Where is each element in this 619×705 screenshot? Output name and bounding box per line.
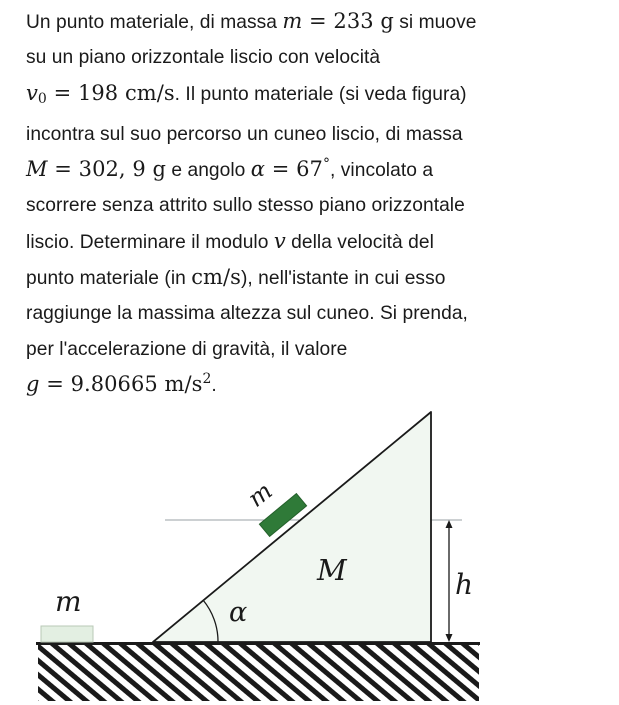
- text-segment: punto materiale (in: [26, 268, 192, 290]
- text-segment: della velocità del: [285, 231, 434, 253]
- problem-line-10: [26, 332, 611, 367]
- text-segment: ), nell'istante in cui esso: [240, 268, 446, 290]
- wedge-diagram: [0, 400, 619, 705]
- text-segment: si muove: [393, 12, 477, 33]
- text-segment: , vincolato a: [330, 160, 434, 182]
- problem-line-11: [26, 367, 611, 403]
- problem-line-7: [26, 224, 611, 260]
- math-mass-M: M = 302, 9 g: [26, 157, 166, 182]
- text-segment: incontra sul suo percorso un cuneo liscio, di massa: [26, 123, 463, 145]
- block-on-floor: [41, 626, 93, 642]
- text-segment: liscio. Determinare il modulo: [26, 231, 274, 253]
- height-arrow-head-bottom: [446, 634, 453, 642]
- problem-line-8: [26, 260, 611, 296]
- problem-line-9: [26, 296, 611, 331]
- text-segment: su un piano orizzontale liscio con velocità: [26, 47, 381, 69]
- problem-line-2: [26, 40, 611, 75]
- text-segment: scorrere senza attrito sullo stesso piano orizzontale: [26, 195, 465, 217]
- text-segment: e angolo: [165, 160, 251, 182]
- math-speed-v: v: [273, 228, 286, 253]
- ground-hatch: [38, 645, 479, 701]
- problem-line-1: [26, 4, 611, 40]
- math-mass-m: m = 233 g: [282, 9, 394, 33]
- text-segment: Un punto materiale, di massa: [26, 12, 283, 33]
- label-height-h: h: [455, 568, 474, 601]
- problem-line-4: [26, 117, 611, 152]
- problem-text: [26, 4, 611, 403]
- problem-line-5: [26, 152, 611, 188]
- height-arrow-head-top: [446, 520, 453, 528]
- label-block-wedge-m: m: [242, 476, 278, 513]
- text-segment: per l'accelerazione di gravità, il valore: [26, 338, 348, 360]
- math-angle-alpha: α = 67°: [250, 156, 330, 182]
- problem-line-6: [26, 188, 611, 223]
- wedge-body: [153, 412, 431, 642]
- math-unit-cms: cm/s: [191, 265, 241, 290]
- math-velocity-v0: $v_0 = 198$ cm/s: [26, 80, 175, 107]
- wedge-figure: [0, 400, 619, 705]
- text-segment: raggiunge la massima altezza sul cuneo. Si prenda,: [26, 303, 468, 325]
- math-gravity-g: g = 9.80665 $m/s^2$: [26, 370, 212, 396]
- text-segment: . Il punto materiale (si veda figura): [174, 83, 467, 105]
- label-angle-alpha: α: [229, 597, 248, 628]
- problem-line-3: [26, 76, 611, 117]
- label-block-floor-m: m: [55, 585, 82, 618]
- label-wedge-M: M: [317, 553, 347, 587]
- text-segment: .: [211, 374, 217, 396]
